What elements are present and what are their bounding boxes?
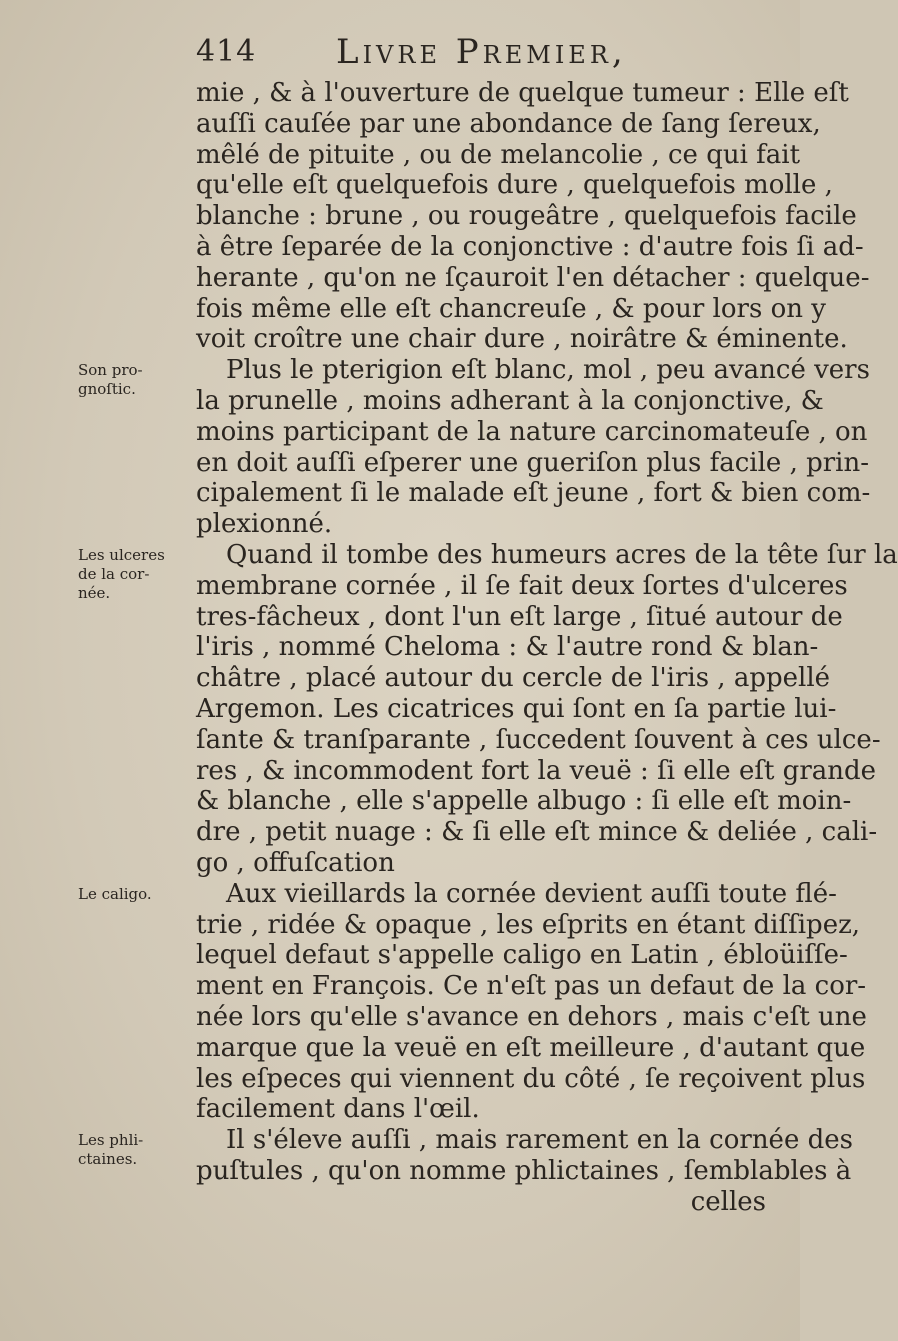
body-text: [196, 78, 898, 1217]
text-line: les eſpeces qui viennent du côté , ſe reçoivent plus: [196, 1063, 866, 1094]
text-line: Aux vieillards la cornée devient auſſi toute flé-: [226, 878, 837, 909]
text-line: puſtules , qu'on nomme phlictaines , ſemblables à: [196, 1155, 852, 1186]
text-line: l'iris , nommé Cheloma : & l'autre rond & blan-: [196, 632, 819, 663]
text-line: qu'elle eſt quelquefois dure , quelquefois molle ,: [196, 170, 833, 201]
text-line: celles: [690, 1186, 766, 1217]
text-line: la prunelle , moins adherant à la conjonctive, &: [196, 385, 824, 416]
text-line: fois même elle eſt chancreuſe , & pour lors on y: [196, 293, 826, 324]
text-line: lequel defaut s'appelle caligo en Latin , ébloüiſſe-: [196, 940, 848, 971]
text-line: cipalement ſi le malade eſt jeune , fort & bien com-: [196, 478, 871, 509]
margin-note: [78, 1131, 188, 1169]
text-line: à être ſeparée de la conjonctive : d'autre fois ſi ad-: [196, 231, 864, 262]
text-line: marque que la veuë en eſt meilleure , d'autant que: [196, 1032, 866, 1063]
text-line: facilement dans l'œil.: [196, 1094, 480, 1125]
text-line: res , & incommodent fort la veuë : ſi elle eſt grande: [196, 755, 877, 786]
margin-note: [78, 546, 188, 603]
text-line: Quand il tombe des humeurs acres de la tête ſur la: [226, 539, 898, 570]
text-line: mêlé de pituite , ou de melancolie , ce qui fait: [196, 139, 801, 170]
text-line: tres-fâcheux , dont l'un eſt large , ſitué autour de: [196, 601, 843, 632]
text-line: trie , ridée & opaque , les eſprits en étant diſſipez,: [196, 909, 861, 940]
margin-note-line: Son pro-: [78, 361, 143, 380]
text-line: Il s'éleve auſſi , mais rarement en la cornée des: [226, 1125, 853, 1156]
text-line: auſſi cauſée par une abondance de ſang ſereux,: [196, 108, 821, 139]
text-line: Plus le pterigion eſt blanc, mol , peu avancé vers: [226, 355, 870, 386]
text-line: moins participant de la nature carcinomateuſe , on: [196, 416, 868, 447]
text-line: herante , qu'on ne ſçauroit l'en détacher : quelque-: [196, 262, 870, 293]
margin-note: [78, 885, 188, 904]
text-line: en doit auſſi eſperer une gueriſon plus facile , prin-: [196, 447, 870, 478]
text-line: & blanche , elle s'appelle albugo : ſi elle eſt moin-: [196, 786, 852, 817]
text-line: go , offuſcation: [196, 847, 395, 878]
margin-note: [78, 361, 188, 399]
text-line: blanche : brune , ou rougeâtre , quelquefois facile: [196, 201, 857, 232]
margin-note-line: ctaines.: [78, 1150, 138, 1169]
text-line: voit croître une chair dure , noirâtre & éminente.: [196, 324, 848, 355]
text-line: Argemon. Les cicatrices qui ſont en ſa partie lui-: [196, 693, 837, 724]
text-line: châtre , placé autour du cercle de l'iris , appellé: [196, 663, 831, 694]
text-line: ſante & tranſparante , ſuccedent ſouvent à ces ulce-: [196, 724, 881, 755]
margin-note-line: de la cor-: [78, 565, 150, 583]
page-header: [196, 32, 716, 78]
page-number: 414: [196, 34, 257, 69]
text-line: plexionné.: [196, 509, 333, 540]
text-line: membrane cornée , il ſe fait deux ſortes d'ulceres: [196, 570, 848, 601]
text-line: née lors qu'elle s'avance en dehors , mais c'eſt une: [196, 1001, 867, 1032]
margin-note-line: Les ulceres: [78, 546, 165, 564]
text-line: dre , petit nuage : & ſi elle eſt mince & deliée , cali-: [196, 817, 878, 848]
margin-note-line: Les phli-: [78, 1131, 144, 1150]
text-line: ment en François. Ce n'eſt pas un defaut de la cor-: [196, 971, 867, 1002]
margin-note-line: née.: [78, 584, 111, 602]
text-line: mie , & à l'ouverture de quelque tumeur : Elle eſt: [196, 78, 849, 108]
margin-note-line: gnoſtic.: [78, 380, 136, 399]
running-head: Livre Premier,: [336, 32, 627, 72]
margin-note-line: Le caligo.: [78, 884, 152, 903]
